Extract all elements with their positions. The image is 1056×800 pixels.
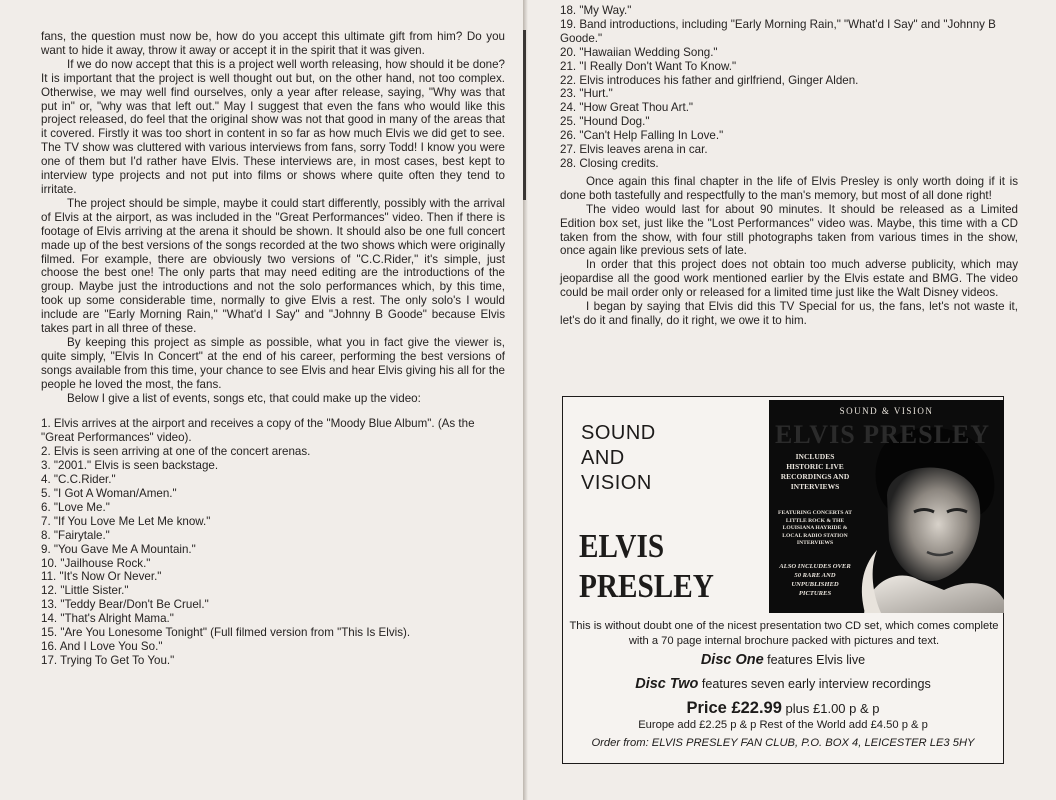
list-item: 17. Trying To Get To You." xyxy=(41,653,175,667)
advert-price-line xyxy=(563,699,1003,718)
list-item: 24. "How Great Thou Art." xyxy=(560,101,694,115)
disc-two-line xyxy=(563,676,1003,692)
disc-two-label: Disc Two xyxy=(635,676,699,692)
list-item: 15. "Are You Lonesome Tonight" (Full filmed version from "This Is Elvis). xyxy=(41,626,411,640)
advert-heading xyxy=(581,421,656,496)
list-item: 10. "Jailhouse Rock." xyxy=(41,556,151,570)
list-item: 13. "Teddy Bear/Don't Be Cruel." xyxy=(41,598,209,612)
list-item: 1. Elvis arrives at the airport and receives a copy of the "Moody Blue Album". (As the "Great Performances" video). xyxy=(41,417,475,445)
list-item: 7. "If You Love Me Let Me know." xyxy=(41,514,211,528)
list-item: 5. "I Got A Woman/Amen." xyxy=(41,487,177,500)
right-paragraph-1: Once again this final chapter in the life of Elvis Presley is only worth doing if it is done both tastefully and respectfully to the man's memory, but most of all done right! xyxy=(560,174,1018,202)
list-item: 27. Elvis leaves arena in car. xyxy=(560,143,708,157)
advert-price: Price £22.99 xyxy=(686,699,782,717)
list-item: 22. Elvis introduces his father and girlfriend, Ginger Alden. xyxy=(560,73,859,87)
list-item: 21. "I Really Don't Want To Know." xyxy=(560,59,737,73)
order-address: ELVIS PRESLEY FAN CLUB, P.O. BOX 4, LEICESTER LE3 5HY xyxy=(648,737,975,749)
disc-one-line xyxy=(563,652,1003,668)
cd-cover-image xyxy=(769,400,1004,613)
left-paragraph-2: If we do now accept that this is a project well worth releasing, how should it be done? It is important that the project is well thought out but, on the other hand, not too complex. Otherwise, we may well find ourselves, only a year after release, saying, "Why was that put in" or, "why was that left out." May I suggest that even the fans who would like this project released, do feel that the original show was not that good in many of the areas that it covered. Firstly it was too short in content in so far as how much Elvis we did get to see. The TV show was cluttered with various interviews from fans, sorry Todd! I know you were one of them but I'd rather have Elvis. These interviews are, in most cases, best kept to interview type projects and not put into films or shows where quite often they tend to irritate. xyxy=(41,57,505,196)
left-paragraph-5: Below I give a list of events, songs etc, that could make up the video: xyxy=(67,391,421,405)
disc-two-text: features seven early interview recordings xyxy=(698,677,931,691)
list-item: 2. Elvis is seen arriving at one of the concert arenas. xyxy=(41,445,311,459)
advert-heading-line: AND xyxy=(581,447,625,469)
list-item: 19. Band introductions, including "Early Morning Rain," "What'd I Say" and "Johnny B Goode." xyxy=(560,17,996,45)
list-item: 25. "Hound Dog." xyxy=(560,115,650,129)
advert-order-address xyxy=(563,737,1003,749)
right-paragraph-3: In order that this project does not obtain too much adverse publicity, which may jeopardise all the good work mentioned earlier by the Elvis estate and BMG. The video could be mail order only or released for a limited time just like the Walt Disney videos. xyxy=(560,258,1018,300)
list-item: 16. And I Love You So." xyxy=(41,639,163,653)
cover-blurb-1: INCLUDES HISTORIC LIVE RECORDINGS AND INTERVIEWS xyxy=(780,452,850,491)
disc-one-text: features Elvis live xyxy=(763,653,866,667)
cd-advert xyxy=(562,396,1004,764)
cover-series-title: SOUND & VISION xyxy=(839,406,934,416)
order-label: Order from: xyxy=(591,737,649,749)
advert-heading-line: VISION xyxy=(581,472,652,494)
list-item: 4. "C.C.Rider." xyxy=(41,473,116,487)
advert-postage: plus £1.00 p & p xyxy=(781,701,880,716)
advert-artist-line: ELVIS xyxy=(579,528,665,565)
list-item: 28. Closing credits. xyxy=(560,156,659,170)
list-item: 20. "Hawaiian Wedding Song." xyxy=(560,45,718,59)
list-item: 18. "My Way." xyxy=(560,4,632,17)
list-item: 11. "It's Now Or Never." xyxy=(41,570,162,584)
list-item: 14. "That's Alright Mama." xyxy=(41,612,174,626)
video-event-list-part2 xyxy=(560,4,1018,171)
list-item: 9. "You Gave Me A Mountain." xyxy=(41,542,196,556)
advert-artist-line: PRESLEY xyxy=(579,568,714,605)
right-page xyxy=(528,0,1056,800)
left-paragraph-4: By keeping this project as simple as possible, what you in fact give the viewer is, quite simply, "Elvis In Concert" at the end of his career, performing the best versions of songs available from this time, your chance to see Elvis and hear Elvis giving his all for the people he loved the most, the fans. xyxy=(41,335,505,391)
right-article-text xyxy=(560,4,1018,328)
advert-description: This is without doubt one of the nicest presentation two CD set, which comes complete with a 70 page internal brochure packed with pictures and text. xyxy=(569,620,999,647)
left-paragraph-1: fans, the question must now be, how do you accept this ultimate gift from him? Do you want to hide it away, throw it away or accept it in the spirit that it was given. xyxy=(41,30,505,57)
list-item: 8. "Fairytale." xyxy=(41,528,110,542)
left-paragraph-3: The project should be simple, maybe it could start differently, possibly with the arrival of Elvis at the airport, as was included in the "Great Performances" video. Then if there is footage of Elvis arriving at the arena it should be shown. It should also be one full concert made up of the best versions of the songs recorded at the two shows which were originally filmed. For example, there are obviously two versions of "C.C.Rider," it's simple, just choose the best one! The only parts that may need editing are the introductions of the group. Maybe just the introductions and not the solo performances which, by this time, took up some considerable time, normally to give Elvis a rest. The only solo's I would include are "Early Morning Rain," "What'd I Say" and "Johnny B Goode" because Elvis takes part in all three of these. xyxy=(41,196,505,336)
advert-heading-line: SOUND xyxy=(581,422,656,444)
right-paragraph-2: The video would last for about 90 minutes. It should be released as a Limited Edition box set, just like the "Lost Performances" video was. Maybe, this time with a CD taken from the show, with four still photographs taken from various times in the show, once again like previous sets of late. xyxy=(560,202,1018,258)
list-item: 26. "Can't Help Falling In Love." xyxy=(560,129,724,143)
cover-artist-name: ELVIS PRESLEY xyxy=(775,420,991,449)
left-page xyxy=(0,0,525,800)
cover-blurb-2: FEATURING CONCERTS AT LITTLE ROCK & THE LOUISIANA HAYRIDE & LOCAL RADIO STATION INTERVIEWS xyxy=(778,510,852,546)
left-article-text xyxy=(41,30,505,668)
list-item: 23. "Hurt." xyxy=(560,87,613,101)
right-paragraph-4: I began by saying that Elvis did this TV Special for us, the fans, let's not waste it, let's do it and finally, do it right, we owe it to him. xyxy=(560,300,1018,327)
list-item: 12. "Little Sister." xyxy=(41,584,129,598)
video-event-list-part1 xyxy=(41,417,505,667)
disc-one-label: Disc One xyxy=(700,652,764,668)
list-item: 3. "2001." Elvis is seen backstage. xyxy=(41,459,219,473)
advert-artist-name xyxy=(579,527,714,607)
gutter-binding-mark xyxy=(523,30,526,200)
list-item: 6. "Love Me." xyxy=(41,500,110,514)
cover-blurb-3: ALSO INCLUDES OVER 50 RARE AND UNPUBLISHED PICTURES xyxy=(779,563,851,597)
advert-overseas-postage: Europe add £2.25 p & p Rest of the World add £4.50 p & p xyxy=(638,719,928,731)
